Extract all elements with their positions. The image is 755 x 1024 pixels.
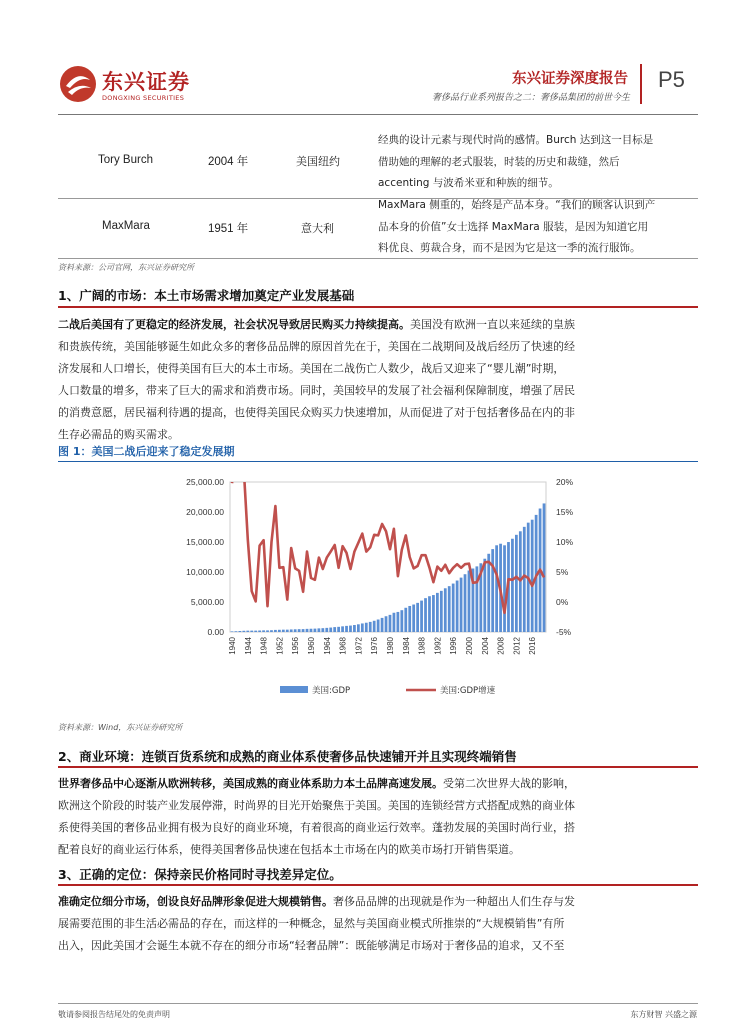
desc-line: 借助她的理解的老式服装，时装的历史和裁缝，然后 [378,155,620,168]
y-left-tick-label: 10,000.00 [186,567,224,577]
x-tick-label: 2012 [512,637,522,655]
gdp-bar [377,620,380,632]
gdp-bar [511,539,514,632]
gdp-bar [310,629,313,632]
gdp-bar [475,566,478,632]
gdp-bar [361,623,364,632]
gdp-bar [345,626,348,632]
gdp-bar [329,628,332,632]
gdp-bar [432,595,435,632]
para-line: 出入，因此美国才会诞生本就不存在的细分市场“轻奢品牌”：既能够满足市场对于奢侈品的追求，又不至 [58,939,565,952]
figure-rule [58,461,698,462]
gdp-bar [487,554,490,632]
gdp-bar [302,629,305,632]
year-cell: 2004 年 [208,156,249,168]
x-tick-label: 1960 [307,637,316,655]
x-tick-label: 1992 [433,637,443,655]
gdp-bar [290,629,293,632]
x-tick-label: 1944 [243,637,253,655]
gdp-bar [483,559,486,632]
brand-cell: Tory Burch [98,154,153,166]
gdp-bar [278,630,281,632]
para-line: 奢侈品品牌的出现就是作为一种超出人们生存与发 [333,895,575,908]
gdp-bar [317,628,320,632]
legend-gdp-swatch [280,686,308,693]
gdp-bar [420,601,423,632]
origin-cell: 意大利 [301,222,334,235]
report-title: 东兴证券深度报告 [512,71,628,87]
gdp-bar [246,631,249,632]
y-left-tick-label: 0.00 [207,627,224,637]
x-tick-label: 2016 [528,637,538,655]
gdp-bar [231,631,234,632]
gdp-bar [393,613,396,632]
gdp-bar [531,520,534,632]
section-heading: 1、广阔的市场：本土市场需求增加奠定产业发展基础 [58,288,355,303]
x-tick-label: 2004 [480,637,490,655]
y-left-tick-label: 15,000.00 [186,537,224,547]
gdp-bar [428,596,431,632]
desc-cell [378,195,694,260]
logo-subtext: DONGXING SECURITIES [102,94,185,102]
gdp-bar [274,630,277,632]
y-right-tick-label: 0% [556,597,569,607]
x-tick-label: 1956 [291,637,301,655]
legend-growth-label: 美国:GDP增速 [440,686,496,696]
gdp-bar [456,581,459,632]
desc-line: accenting 与波希米亚和种族的细节。 [378,177,559,189]
para-line: 受第二次世界大战的影响， [443,777,575,790]
gdp-bar [286,630,289,632]
heading-rule [58,766,698,768]
logo-mark-icon [58,64,98,104]
gdp-bar [491,549,494,632]
gdp-bar [341,626,344,632]
section-heading: 2、商业环境：连锁百货系统和成熟的商业体系使奢侈品快速铺开并且实现终端销售 [58,749,517,764]
year-cell: 1951 年 [208,223,249,235]
gdp-bar [416,603,419,632]
report-subtitle: 奢侈品行业系列报告之二：奢侈品集团的前世今生 [431,93,630,103]
lead-sentence: 准确定位细分市场，创设良好品牌形象促进大规模销售。 [58,895,333,908]
gdp-bar [495,545,498,632]
x-tick-label: 1952 [275,637,285,655]
x-tick-label: 1968 [338,637,348,655]
gdp-bar [404,608,407,632]
x-tick-label: 1984 [401,637,411,655]
lead-sentence: 二战后美国有了更稳定的经济发展，社会状况导致居民购买力持续提高。 [58,318,410,331]
gdp-bar [254,631,257,632]
gdp-chart [58,468,698,713]
gdp-bar [306,629,309,632]
gdp-bar [258,631,261,632]
gdp-bar [369,622,372,632]
table-row [58,124,698,199]
x-tick-label: 1996 [449,637,459,655]
y-right-tick-label: 5% [556,567,569,577]
footer-slogan: 东方财智 兴盛之源 [630,1010,697,1019]
para-line: 欧洲这个阶段的时装产业发展停滞，时尚界的目光开始聚焦于美国。美国的连锁经营方式搭配成熟的商业体 [58,799,575,812]
gdp-bar [424,598,427,632]
logo-text: 东兴证券 [102,70,190,94]
x-tick-label: 1980 [386,637,395,655]
gdp-bar [298,629,301,632]
para-line: 美国没有欧洲一直以来延续的皇族 [410,318,575,331]
gdp-bar [357,624,360,632]
x-tick-label: 1972 [354,637,364,655]
legend-gdp-label: 美国:GDP [312,686,351,696]
gdp-bar [321,628,324,632]
brand-cell: MaxMara [102,220,150,232]
heading-rule [58,306,698,308]
gdp-bar [436,593,439,632]
chart-canvas [58,468,698,713]
gdp-bar [444,588,447,632]
figure-title: 图 1：美国二战后迎来了稳定发展期 [58,445,235,458]
x-tick-label: 1940 [228,637,237,655]
para-line: 展需要范围的非生活必需品的存在，而这样的一种概念，显然与美国商业模式所推崇的“大规模销售”有所 [58,917,565,930]
gdp-bar [460,578,463,632]
gdp-bar [468,570,471,632]
company-logo [58,64,188,108]
gdp-bar [270,630,273,632]
origin-cell: 美国纽约 [296,155,340,168]
para-line: 配着良好的商业运行体系，使得美国奢侈品快速在包括本土市场在内的欧美市场打开销售渠道。 [58,843,520,856]
desc-line: 料优良、剪裁合身，而不是因为它是这一季的流行服饰。 [378,242,641,254]
desc-line: 品本身的价值”女士选择 MaxMara 服装，是因为知道它用 [378,220,649,233]
gdp-bar [464,574,467,632]
gdp-bar [349,626,352,632]
gdp-bar [452,584,455,632]
body-paragraph [58,891,698,957]
gdp-bar [408,606,411,632]
para-line: 济发展和人口增长，使得美国有巨大的本土市场。美国在二战伤亡人数少，战后又迎来了“婴儿潮”时期， [58,362,565,375]
gdp-bar [266,630,269,632]
x-tick-label: 1976 [370,637,380,655]
x-tick-label: 1948 [259,637,269,655]
gdp-bar [385,616,388,632]
gdp-bar [242,631,245,632]
gdp-bar [262,630,265,632]
gdp-bar [337,627,340,632]
gdp-bar [238,631,241,632]
lead-sentence: 世界奢侈品中心逐渐从欧洲转移，美国成熟的商业体系助力本土品牌高速发展。 [58,777,443,790]
gdp-bar [314,629,317,632]
header-divider [640,64,642,104]
heading-rule [58,884,698,886]
page-number: P5 [658,67,685,92]
x-tick-label: 1988 [417,637,427,655]
para-line: 系使得美国的奢侈品业拥有极为良好的商业环境，有着很高的商业运行效率。蓬勃发展的美国时尚行业，搭 [58,821,575,834]
desc-cell [378,130,694,195]
table-bottom-rule [58,258,698,259]
gdp-bar [235,631,238,632]
desc-line: MaxMara 侧重的，始终是产品本身。“我们的顾客认识到产 [378,199,656,211]
section-heading: 3、正确的定位：保持亲民价格同时寻找差异定位。 [58,867,342,882]
gdp-bar [389,615,392,632]
gdp-bar [515,535,518,632]
gdp-bar [448,586,451,632]
x-tick-label: 2008 [496,637,506,655]
para-line: 的消费意愿，居民福利待遇的提高，也使得美国民众购买力快速增加，从而促进了对于包括奢侈品在内的非 [58,406,575,419]
gdp-bar [365,623,368,632]
figure-source: 资料来源：Wind，东兴证券研究所 [58,723,183,732]
table-row [58,199,698,259]
y-right-tick-label: 15% [556,507,574,517]
body-paragraph [58,314,698,446]
gdp-bar [353,625,356,632]
y-right-tick-label: -5% [556,627,572,637]
gdp-bar [333,627,336,632]
gdp-bar [373,621,376,632]
table-source: 资料来源：公司官网，东兴证券研究所 [58,263,194,272]
para-line: 人口数量的增多，带来了巨大的需求和消费市场。同时，美国较早的发展了社会福利保障制度，增强了居民 [58,384,575,397]
para-line: 生存必需品的购买需求。 [58,428,179,441]
y-left-tick-label: 25,000.00 [186,477,224,487]
x-tick-label: 2000 [465,637,474,655]
body-paragraph [58,773,698,861]
gdp-bar [440,591,443,632]
gdp-bar [325,628,328,632]
gdp-bar [400,610,403,632]
gdp-bar [396,612,399,632]
x-tick-label: 1964 [322,637,332,655]
gdp-bar [503,545,506,632]
para-line: 和贵族传统，美国能够诞生如此众多的奢侈品品牌的原因首先在于，美国在二战期间及战后经历了快速的经 [58,340,575,353]
header-rule [58,114,698,115]
footer-disclaimer: 敬请参阅报告结尾处的免责声明 [58,1010,170,1019]
gdp-bar [543,503,546,632]
gdp-bar [412,605,415,632]
y-left-tick-label: 5,000.00 [190,597,224,607]
footer-rule [58,1003,698,1004]
y-left-tick-label: 20,000.00 [186,507,224,517]
gdp-bar [381,618,384,632]
y-right-tick-label: 10% [556,537,574,547]
gdp-bar [294,629,297,632]
desc-line: 经典的设计元素与现代时尚的感情。Burch 达到这一目标是 [378,134,654,146]
gdp-bar [250,631,253,632]
y-right-tick-label: 20% [556,477,574,487]
gdp-bar [282,630,285,632]
gdp-bar [523,527,526,632]
